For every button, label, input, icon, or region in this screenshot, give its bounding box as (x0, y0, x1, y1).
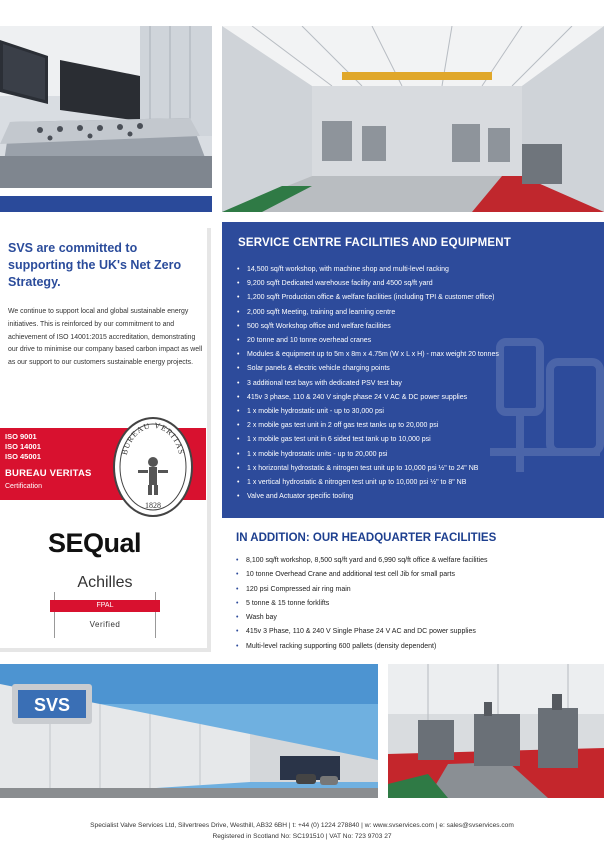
list-item: • 1 x vertical hydrostatic & nitrogen test unit up to 10,000 psi ½" to 8" NB (235, 476, 601, 490)
control-room-photo (0, 26, 212, 188)
list-item: • 1 x mobile gas test unit in 6 sided test tank up to 10,000 psi (235, 433, 601, 447)
bureau-veritas-label: BUREAU VERITAS (5, 468, 92, 479)
iso-9001: ISO 9001 (5, 432, 37, 441)
certification-label: Certification (5, 483, 42, 490)
achilles-frame (54, 592, 156, 638)
list-item: • 2,000 sq/ft Meeting, training and learning centre (235, 306, 601, 320)
footer-registration: Registered in Scotland No: SC191510 | VAT No: 723 9703 27 (212, 833, 392, 840)
commitment-panel (0, 228, 211, 652)
list-item: • 120 psi Compressed air ring main (234, 583, 602, 597)
building-photo (0, 664, 378, 798)
list-item: • 8,100 sq/ft workshop, 8,500 sq/ft yard and 6,990 sq/ft office & welfare facilities (234, 554, 602, 568)
decorative-blue-strip (0, 196, 212, 212)
headquarter-section (222, 526, 604, 656)
commitment-body: We continue to support local and global sustainable energy initiatives. This is reinforced by our commitment to and achievement of ISO 14001:2015 accreditation, demonstrating our drive to minimise our company based carbon impact as well as our support to our customers sustainable energy projects. (8, 308, 203, 367)
iso-45001: ISO 45001 (5, 452, 41, 461)
list-item: • 1 x horizontal hydrostatic & nitrogen test unit up to 10,000 psi ½" to 24" NB (235, 462, 601, 476)
list-item: • 415v 3 Phase, 110 & 240 V Single Phase 24 V AC and DC power supplies (234, 625, 602, 639)
list-item: • Solar panels & electric vehicle charging points (235, 362, 601, 376)
list-item: • 1 x mobile hydrostatic units - up to 20,000 psi (235, 448, 601, 462)
headquarter-list (234, 554, 602, 654)
list-item: • Multi-level racking supporting 600 pallets (density dependent) (234, 640, 602, 654)
list-item: • 1,200 sq/ft Production office & welfare facilities (including TPI & customer office) (235, 291, 601, 305)
service-centre-section (222, 222, 604, 518)
list-item: • 5 tonne & 15 tonne forklifts (234, 597, 602, 611)
list-item: • 2 x mobile gas test unit in 2 off gas test tanks up to 20,000 psi (235, 419, 601, 433)
building-sign: SVS (33, 695, 71, 715)
list-item: • 415v 3 phase, 110 & 240 V single phase 24 V AC & DC power supplies (235, 391, 601, 405)
bureau-veritas-seal-icon (112, 416, 194, 518)
list-item: • 3 additional test bays with dedicated PSV test bay (235, 377, 601, 391)
commitment-title: SVS are committed to supporting the UK's Net Zero Strategy. (8, 241, 182, 289)
list-item: • 10 tonne Overhead Crane and additional test cell Jib for small parts (234, 568, 602, 582)
list-item: • 500 sq/ft Workshop office and welfare facilities (235, 320, 601, 334)
iso-14001: ISO 14001 (5, 442, 41, 451)
list-item: • 14,500 sq/ft workshop, with machine shop and multi-level racking (235, 263, 601, 277)
list-item: • Wash bay (234, 611, 602, 625)
headquarter-title: IN ADDITION: OUR HEADQUARTER FACILITIES (236, 532, 497, 544)
workshop-floor-photo (388, 664, 604, 798)
workshop-photo (222, 26, 604, 212)
list-item: • 20 tonne and 10 tonne overhead cranes (235, 334, 601, 348)
list-item: • Modules & equipment up to 5m x 8m x 4.75m (W x L x H) - max weight 20 tonnes (235, 348, 601, 362)
footer-contact: Specialist Valve Services Ltd, Silvertrees Drive, Westhill, AB32 6BH | t: +44 (0) 1224 278840 | w: www.svservices.com | e: sales@svservices.com (90, 822, 514, 829)
verified-label: Verified (89, 620, 121, 629)
iso-list (5, 432, 41, 462)
list-item: • Valve and Actuator specific tooling (235, 490, 601, 504)
seal-year: 1828 (145, 501, 161, 510)
list-item: • 9,200 sq/ft Dedicated warehouse facility and 4500 sq/ft yard (235, 277, 601, 291)
service-centre-list (235, 263, 601, 504)
fpal-label: FPAL (50, 600, 160, 612)
achilles-logo: Achilles (77, 574, 133, 591)
sequal-logo: SEQual (48, 528, 142, 558)
footer (0, 820, 604, 842)
service-centre-title: SERVICE CENTRE FACILITIES AND EQUIPMENT (238, 237, 511, 249)
seal-text: BUREAU VERITAS (119, 420, 187, 456)
list-item: • 1 x mobile hydrostatic unit - up to 30,000 psi (235, 405, 601, 419)
